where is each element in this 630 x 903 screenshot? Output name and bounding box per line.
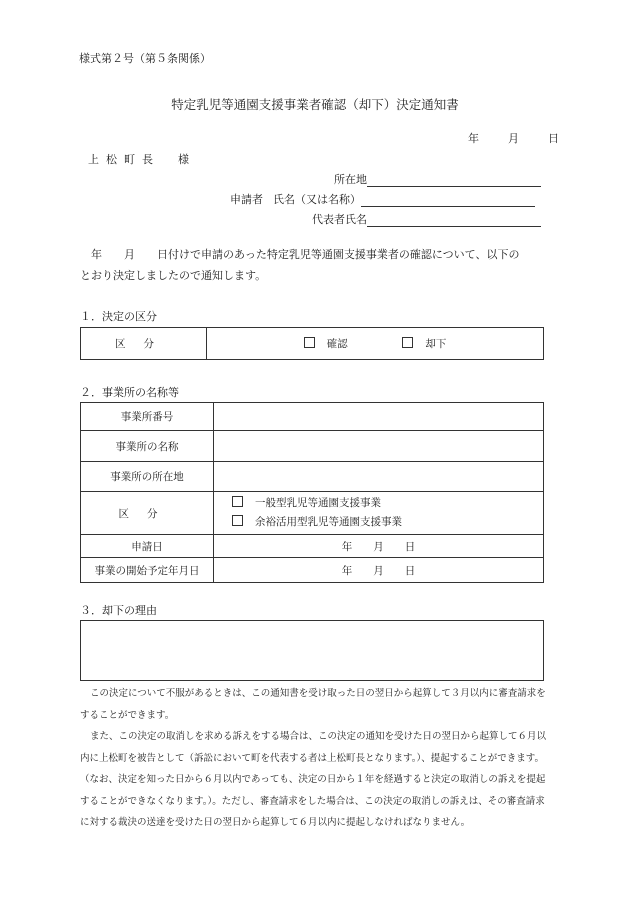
applicant-prefix: 申請者 — [230, 193, 263, 206]
form-number: 様式第２号（第５条関係） — [79, 52, 211, 65]
date-month: 月 — [508, 132, 519, 145]
start-date-value[interactable]: 年 月 日 — [214, 558, 544, 583]
section-2-title: ２．事業所の名称等 — [80, 386, 179, 399]
intro-line-2: とおり決定しましたので通知します。 — [80, 269, 267, 282]
lawsuit-note: また、この決定の取消しを求める訴えをする場合は、この決定の通知を受けた日の翌日から起算して６月以内に上松町を被告として（訴訟において町を代表する者は上松町長となります。）、提起することができます。（なお、決定を知った日から６月以内であっても、決定の日から１年を経過すると決定の取消しの訴えを提起することができなくなります。）。ただし、審査請求をした場合は、この決定の取消しの訴えは、その審査請求に対する裁決の送達を受けた日の翌日から起算して６月以内に提起しなければなりません。 — [80, 731, 547, 828]
category-options — [214, 492, 544, 535]
appeal-note: この決定について不服があるときは、この通知書を受け取った日の翌日から起算して３月以内に審査請求をすることができます。 — [80, 688, 546, 721]
rejection-reason-box[interactable] — [81, 621, 544, 681]
intro-paragraph — [80, 244, 548, 286]
applicant-name-row — [230, 191, 535, 207]
reject-label: 却下 — [425, 338, 447, 350]
confirm-label: 確認 — [326, 338, 348, 350]
date-day: 日 — [548, 132, 559, 145]
date-year: 年 — [468, 132, 479, 145]
table-row — [81, 558, 544, 583]
table-row — [81, 431, 544, 462]
application-date-label: 申請日 — [81, 535, 214, 558]
table-row — [81, 403, 544, 431]
office-table — [80, 402, 544, 583]
address-label: 所在地 — [334, 173, 367, 186]
general-type-label: 一般型乳児等通園支援事業 — [255, 497, 381, 509]
applicant-address-row — [334, 171, 541, 187]
addressee: 上松町長 様 — [88, 153, 196, 166]
decision-table — [80, 327, 544, 360]
document-title: 特定乳児等通園支援事業者確認（却下）決定通知書 — [171, 97, 459, 112]
table-row — [81, 462, 544, 492]
rep-line — [367, 214, 541, 227]
general-type-checkbox[interactable] — [232, 496, 243, 507]
office-name-value[interactable] — [214, 431, 544, 462]
decision-key: 区分 — [81, 328, 207, 360]
name-line — [361, 194, 535, 207]
rep-label: 代表者氏名 — [312, 213, 367, 226]
office-address-value[interactable] — [214, 462, 544, 492]
surplus-type-label: 余裕活用型乳児等通園支援事業 — [255, 516, 402, 528]
office-number-label: 事業所番号 — [81, 403, 214, 431]
rejection-reason-table — [80, 620, 544, 681]
office-name-label: 事業所の名称 — [81, 431, 214, 462]
name-label: 氏名（又は名称） — [273, 193, 361, 206]
section-3-title: ３．却下の理由 — [80, 604, 157, 617]
table-row — [81, 535, 544, 558]
applicant-rep-row — [312, 211, 541, 227]
office-address-label: 事業所の所在地 — [81, 462, 214, 492]
start-date-label: 事業の開始予定年月日 — [81, 558, 214, 583]
table-row — [81, 492, 544, 535]
reject-checkbox[interactable] — [402, 337, 413, 348]
section-1-title: １．決定の区分 — [80, 310, 157, 323]
surplus-type-checkbox[interactable] — [232, 515, 243, 526]
application-date-value[interactable]: 年 月 日 — [214, 535, 544, 558]
confirm-checkbox[interactable] — [304, 337, 315, 348]
office-number-value[interactable] — [214, 403, 544, 431]
address-line — [367, 174, 541, 187]
decision-options — [207, 328, 544, 360]
intro-line-1: 年 月 日付けで申請のあった特定乳児等通園支援事業者の確認について、以下の — [91, 248, 520, 261]
issue-date — [468, 130, 559, 146]
category-label: 区分 — [81, 492, 214, 535]
